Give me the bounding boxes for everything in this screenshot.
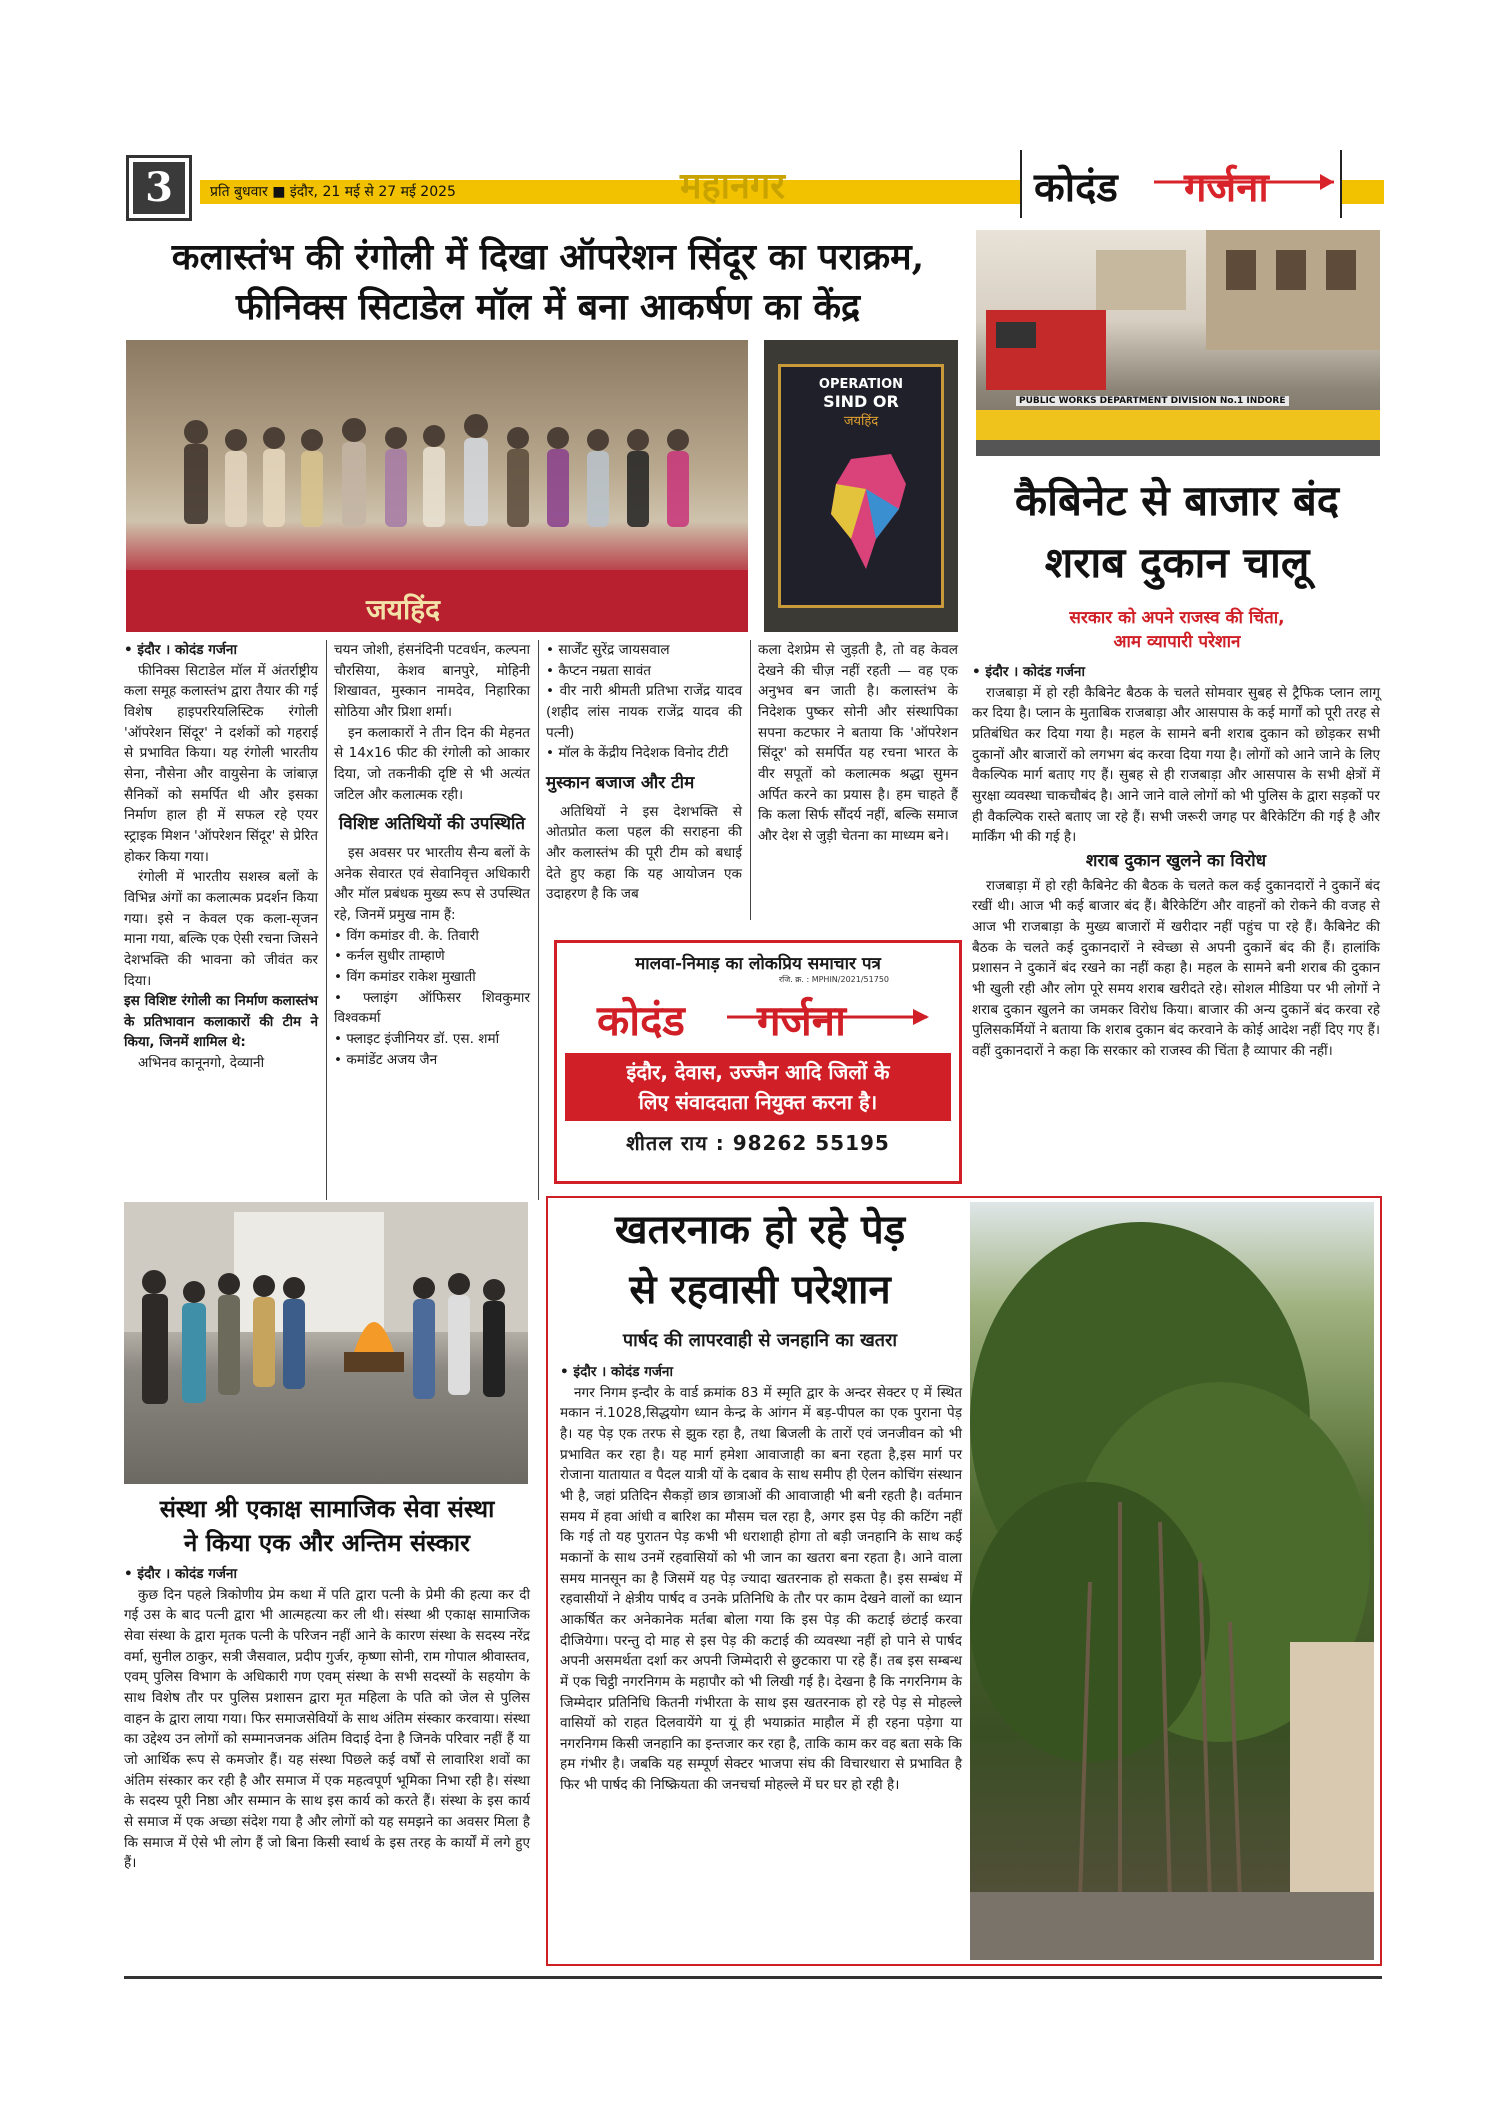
- story2-p1: राजबाड़ा में हो रही कैबिनेट बैठक के चलते सोमवार सुबह से ट्रैफिक प्लान लागू कर दिया है। प्लान के मुताबिक राजबाड़ा और आसपास के कई मार्गों को पूरी तरह से प्रतिबंधित कर दिया गया है। महल के सामने बनी शराब दुकान को छोड़कर सभी दुकानों और बाजारों को लगभग बंद करवा दिया गया है। लोगों को आने जाने के लिए वैकल्पिक मार्ग बताए गए हैं। सुबह से ही राजबाड़ा और आसपास के सभी क्षेत्रों में सुरक्षा व्यवस्था चाकचौबंद है। आने जाने वाले लोगों को भी पुलिस के द्वारा सड़कों पर ही वैकल्पिक रास्ते बताए जा रहे हैं। सभी जरूरी जगह पर बैरिकेटिंग की गई है और मार्किंग भी की गई है।: [972, 684, 1380, 846]
- page-number: 3: [133, 162, 185, 214]
- list-item: • कर्नल सुधीर ताम्हाणे: [334, 948, 445, 965]
- ad-red-text-1: इंदौर, देवास, उज्जैन आदि जिलों के: [626, 1060, 890, 1084]
- ad-tagline: मालवा-निमाड़ का लोकप्रिय समाचार पत्र: [635, 954, 881, 974]
- story3-headline-line2: ने किया एक और अन्तिम संस्कार: [184, 1528, 470, 1557]
- story1-guest-list-2: [546, 640, 742, 764]
- list-item: • सार्जेंट सुरेंद्र जायसवाल: [546, 642, 670, 658]
- list-item: • विंग कमांडर राकेश मुखाती: [334, 968, 476, 985]
- story1-col2: [334, 640, 530, 1070]
- story3-p1: कुछ दिन पहले त्रिकोणीय प्रेम कथा में पति द्वारा पत्नी के प्रेमी की हत्या कर दी गई उस के बाद पत्नी द्वारा भी आत्महत्या कर ली थी। संस्था श्री एकाक्ष सामाजिक सेवा संस्था के द्वारा मृतक पत्नी के परिजन नहीं आने के कारण संस्था के सदस्य नरेंद्र वर्मा, सुनील ठाकुर, सत्री जैसवाल, प्रदीप गुर्जर, कृष्णा सोनी, राम गोपाल श्रीवास्तव, एवम् पुलिस विभाग के अधिकारी गण एवम् संस्था के सभी सदस्यों के सहयोग के साथ विशेष तौर पर पुलिस प्रशासन द्वारा मृत महिला के पति को जेल से पुलिस वाहन के द्वारा लाया गया। फिर समाजसेवियों के साथ अंतिम संस्कार करवाया। संस्था का उद्देश्य उन लोगों को सम्मानजनक अंतिम विदाई देना है जिनके परिवार नहीं हैं या जो आर्थिक रूप से कमजोर हैं। यह संस्था पिछले कई वर्षों से लावारिश शवों का अंतिम संस्कार कर रही है और समाज में एक महत्वपूर्ण भूमिका निभा रही है। संस्था के सदस्य पूरी निष्ठा और सम्मान के साथ इस कार्य को करते हैं। संस्था के इस कार्य से समाज में एक अच्छा संदेश गया है और लोगों को यह समझने का अवसर मिला है कि समाज में ऐसे भी लोग हैं जो बिना किसी स्वार्थ के इस तरह के कार्यों में लगे हुए हैं।: [124, 1586, 530, 1872]
- section-label: महानगर: [680, 165, 785, 207]
- story3-cremation-photo: [124, 1202, 528, 1484]
- ad-contact: शीतल राय : 98262 55195: [626, 1131, 890, 1155]
- story1-col2-subhead: विशिष्ट अतिथियों की उपस्थिति: [338, 814, 526, 835]
- arrow-icon: [1034, 158, 1334, 218]
- list-item: • कैप्टन नम्रता सावंत: [546, 662, 652, 679]
- bottom-rule: [124, 1976, 1382, 1979]
- masthead-yellow-right: [1342, 180, 1384, 204]
- dateline: प्रति बुधवार ■ इंदौर, 21 मई से 27 मई 2025: [210, 184, 456, 200]
- story1-col3-p1: अतिथियों ने इस देशभक्ति से ओतप्रोत कला पहल की सराहना की और कलास्तंभ की पूरी टीम को बधाई देते हुए कहा कि यह आयोजन एक उदाहरण है कि जब: [546, 803, 742, 903]
- rangoli-text: जयहिंद: [366, 593, 441, 626]
- ad-logo-left: कोदंड: [597, 996, 685, 1045]
- story3-byline: • इंदौर । कोदंड गर्जना: [124, 1566, 238, 1582]
- story1-col3: [546, 640, 742, 905]
- story3-body: [124, 1564, 530, 1874]
- story4-body: [560, 1362, 962, 1796]
- story2-body: [972, 662, 1380, 1062]
- story2-headline: [970, 470, 1384, 594]
- ad-reg-no: रजि. क्र. : MPHIN/2021/51750: [778, 975, 889, 984]
- ad-logo: [557, 987, 959, 1047]
- story2-deck: [970, 606, 1384, 654]
- photo-sign-text: PUBLIC WORKS DEPARTMENT DIVISION No.1 INDORE: [1016, 396, 1289, 406]
- story1-col1-p3: इस विशिष्ट रंगोली का निर्माण कलास्तंभ के प्रतिभावान कलाकारों की टीम ने किया, जिनमें शामिल थे:: [124, 993, 318, 1051]
- story1-col1-p1: फीनिक्स सिटाडेल मॉल में अंतर्राष्ट्रीय कला समूह कलास्तंभ द्वारा तैयार की गई विशेष हाइपररियलिस्टिक रंगोली 'ऑपरेशन सिंदूर' ने दर्शकों को गहराई से प्रभावित किया। यह रंगोली भारतीय सेना, नौसेना और वायुसेना के जांबाज़ सैनिकों को समर्पित थी और इसका निर्माण हाल ही में सफल रहे एयर स्ट्राइक मिशन 'ऑपरेशन सिंदूर' से प्रेरित होकर किया गया।: [124, 662, 318, 865]
- story1-col1-p4: अभिनव कानूनगो, देव्यानी: [138, 1055, 265, 1072]
- people-silhouettes: [126, 340, 748, 632]
- col-rule: [750, 640, 751, 920]
- list-item: • फ्लाइट इंजीनियर डॉ. एस. शर्मा: [334, 1030, 500, 1047]
- story2-headline-line1: कैबिनेट से बाजार बंद: [1014, 476, 1340, 525]
- india-map-icon: [781, 429, 947, 579]
- ad-red-banner: [565, 1053, 951, 1121]
- paper-logo-left: कोदंड: [1034, 165, 1118, 211]
- story2-p2: राजबाड़ा में हो रही कैबिनेट की बैठक के चलते कल कई दुकानदारों ने दुकानें बंद रखीं थी। आज भी कई बाजार बंद हैं। बैरिकेटिंग और वाहनों को रोकने की वजह से आज भी राजबाड़ा के मुख्य बाजारों में खरीदार नहीं पहुंच पा रहे हैं। कैबिनेट की बैठक के चलते कई दुकानदारों ने स्वेच्छा से अपनी दुकानें बंद की हैं। हालांकि प्रशासन ने दुकानें बंद रखने का नहीं कहा है। महल के सामने बनी शराब की दुकान भी खुली रही और लोग पूरे समय शराब खरीदते रहे। सोशल मीडिया पर भी लोगों ने शराब दुकान खुलने का जमकर विरोध किया। बाजार की अन्य दुकानें बंद करवा रहे पुलिसकर्मियों ने बताया कि शराब दुकान बंद करवाने के कोई आदेश नहीं दिए गए हैं। वहीं दुकानदारों ने कहा कि सरकार को राजस्व की चिंता है व्यापार की नहीं।: [972, 877, 1380, 1059]
- story1-group-photo: [126, 340, 748, 632]
- story1-guest-list: [334, 926, 530, 1071]
- story2-street-photo: [976, 230, 1380, 456]
- masthead-divider-left: [1020, 150, 1022, 218]
- story4-tree-photo: [970, 1202, 1374, 1960]
- story2-deck-line1: सरकार को अपने राजस्व की चिंता,: [1069, 608, 1285, 628]
- story3-headline: [118, 1492, 536, 1560]
- story1-col3-subhead: मुस्कान बजाज और टीम: [546, 772, 695, 793]
- story2-deck-line2: आम व्यापारी परेशान: [1113, 632, 1241, 652]
- story1-poster-photo: [764, 340, 958, 632]
- crowd-scene: [124, 1202, 528, 1484]
- story1-headline-line2: फीनिक्स सिटाडेल मॉल में बना आकर्षण का केंद्र: [235, 286, 861, 328]
- story1-headline: [118, 232, 978, 332]
- ad-box: [554, 940, 962, 1184]
- list-item: • कमांडेंट अजय जैन: [334, 1051, 438, 1068]
- story1-col1-p2: रंगोली में भारतीय सशस्त्र बलों के विभिन्न अंगों का कलात्मक प्रदर्शन किया गया। इसे न केवल एक कला-सृजन माना गया, बल्कि एक ऐसी रचना जिसने देशभक्ति की भावना को जीवंत कर दिया।: [124, 869, 318, 989]
- story4-deck: पार्षद की लापरवाही से जनहानि का खतरा: [622, 1330, 898, 1351]
- story1-col4-p1: कला देशप्रेम से जुड़ती है, तो वह केवल देखने की चीज़ नहीं रहती — वह एक अनुभव बन जाती है। कलास्तंभ के निदेशक पुष्कर सोनी और संस्थापिका सपना कटफार ने बताया कि 'ऑपरेशन सिंदूर' को समर्पित यह रचना भारत के वीर सपूतों को कलात्मक श्रद्धा सुमन अर्पित करने का प्रयास है। हम चाहते हैं कि कला सिर्फ सौंदर्य नहीं, बल्कि समाज और देश से जुड़ी चेतना का माध्यम बने।: [758, 642, 958, 844]
- story4-byline: • इंदौर । कोदंड गर्जना: [560, 1364, 674, 1380]
- col-rule: [326, 640, 327, 1200]
- list-item: • फ्लाइंग ऑफिसर शिवकुमार विश्वकर्मा: [334, 989, 530, 1027]
- list-item: • विंग कमांडर वी. के. तिवारी: [334, 927, 479, 944]
- story3-headline-line1: संस्था श्री एकाक्ष सामाजिक सेवा संस्था: [159, 1494, 495, 1523]
- tree-scene: [970, 1202, 1374, 1960]
- ad-arrow-icon: [557, 987, 957, 1047]
- story1-col2-p2: इन कलाकारों ने तीन दिन की मेहनत से 14x16 फीट की रंगोली को आकार दिया, जो तकनीकी दृष्टि से भी अत्यंत जटिल और कलात्मक रही।: [334, 724, 530, 803]
- story1-headline-line1: कलास्तंभ की रंगोली में दिखा ऑपरेशन सिंदूर का पराक्रम,: [171, 236, 925, 278]
- paper-logo-right: गर्जना: [1184, 165, 1269, 211]
- poster-subtitle: जयहिंद: [843, 414, 879, 429]
- street-scene: [976, 230, 1380, 456]
- story1-byline: • इंदौर । कोदंड गर्जना: [124, 642, 238, 658]
- story1-col2-p3: इस अवसर पर भारतीय सैन्य बलों के अनेक सेवारत एवं सेवानिवृत्त अधिकारी और मॉल प्रबंधक मुख्य रूप से उपस्थित रहे, जिनमें प्रमुख नाम हैं:: [334, 845, 530, 924]
- paper-logo: [1034, 158, 1334, 218]
- poster-title-2: SIND OR: [823, 392, 899, 411]
- masthead: [0, 0, 1500, 230]
- col-rule: [538, 640, 539, 1200]
- story4-headline-line2: से रहवासी परेशान: [629, 1266, 891, 1313]
- story1-col2-p1: चयन जोशी, हंसनंदिनी पटवर्धन, कल्पना चौरसिया, केशव बानपुरे, मोहिनी शिखावत, मुस्कान नामदेव, निहारिका सोठिया और प्रिशा शर्मा।: [334, 642, 530, 720]
- story2-subhead: शराब दुकान खुलने का विरोध: [1085, 850, 1267, 871]
- ad-logo-right: गर्जना: [757, 996, 846, 1045]
- story4-p1: नगर निगम इन्दौर के वार्ड क्रमांक 83 में स्मृति द्वार के अन्दर सेक्टर ए में स्थित मकान नं.1028,सिद्धयोग ध्यान केन्द्र के आंगन में बड़-पीपल का एक पुराना पेड़ है। यह पेड़ एक तरफ से झुक रहा है, तथा बिजली के तारों एवं जनजीवन को भी प्रभावित कर रहा है। यह मार्ग हमेशा आवाजाही का बना रहता है,इस मार्ग पर रोजाना यातायात व पैदल यात्री यों के दबाव के साथ समीप ही ऐलन कोचिंग संस्थान भी है, जहां प्रतिदिन सैकड़ों छात्र छात्राओं की आवाजाही भी बनी रहती है। वर्तमान समय में हवा आंधी व बारिश का मौसम चल रहा है, अगर इस पेड़ की कटिंग नहीं कि गई तो यह पुरातन पेड़ कभी भी धराशाही होगा तो बड़ी जनहानि के साथ कई मकानों के साथ उनमें रहवासियों को भी जान का खतरा बना रहता है। आने वाला समय मानसून का है जिसमें यह पेड़ ज्यादा खतरनाक हो सकता है। इस सम्बंध में रहवासीयों ने क्षेत्रीय पार्षद व उनके प्रतिनिधि के तौर पर काम देखने वालों का ध्यान आकर्षित कर अनेकानेक मर्तबा बोला गया कि इस पेड़ की कटाई छंटाई करवा दीजियेगा। परन्तु दो माह से इस पेड़ की कटाई की व्यवस्था नहीं हो पाने से पार्षद अपनी असमर्थता दर्शा कर अपनी जिम्मेदारी से छुटकारा पा रहे हैं। तब इस सम्बन्ध में एक चिट्ठी नगरनिगम के महापौर को भी लिखी गई है। देखना है कि नगरनिगम के जिम्मेदार प्रतिनिधि कितनी गंभीरता के साथ इस खतरनाक हो रहे पेड़ से मोहल्ले वासियों को राहत दिलवायेंगे या यूं ही भयाक्रांत माहौल में ही रहना पड़ेगा या नगरनिगम किसी जनहानि का इन्तजार कर रहा है, ताकि काम कर वह बता सके कि हम गंभीर है। जबकि यह सम्पूर्ण सेक्टर भाजपा संघ की विचारधारा से प्रभावित है फिर भी पार्षद की निष्क्रियता की जनचर्चा मोहल्ले में घर घर हो रही है।: [560, 1384, 962, 1794]
- story2-headline-line2: शराब दुकान चालू: [1044, 538, 1310, 587]
- story1-col4: [758, 640, 958, 847]
- poster-title-1: OPERATION: [818, 377, 904, 392]
- story4-headline-line1: खतरनाक हो रहे पेड़: [614, 1206, 906, 1253]
- page-number-box: [126, 155, 192, 221]
- list-item: • मॉल के केंद्रीय निदेशक विनोद टीटी: [546, 745, 729, 762]
- story1-col1: [124, 640, 318, 1074]
- list-item: • वीर नारी श्रीमती प्रतिभा राजेंद्र यादव (शहीद लांस नायक राजेंद्र यादव की पत्नी): [546, 683, 742, 741]
- ad-red-text-2: लिए संवाददाता नियुक्त करना है।: [638, 1090, 878, 1114]
- story2-byline: • इंदौर । कोदंड गर्जना: [972, 664, 1086, 680]
- story4-headline: [556, 1200, 964, 1320]
